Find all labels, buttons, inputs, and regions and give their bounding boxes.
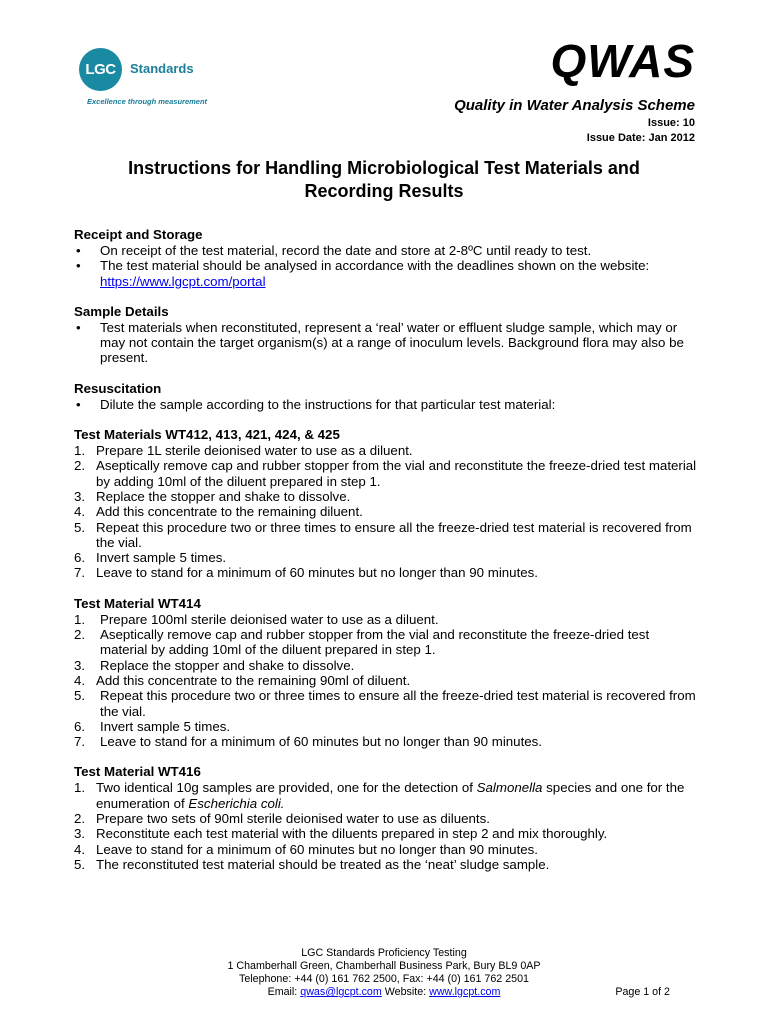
section-heading: Test Material WT414 [74,595,201,611]
footer-phone: Telephone: +44 (0) 161 762 2500, Fax: +44 (0) 161 762 2501 [239,973,529,985]
list-item: • Dilute the sample according to the instructions for that particular test material: [74,397,699,412]
spacer [74,412,699,426]
section-sample-details [74,303,699,366]
list-item: 3. Replace the stopper and shake to dissolve. [74,488,351,504]
section-heading: Sample Details [74,303,169,319]
issue-date: Issue Date: Jan 2012 [586,132,695,144]
organism-salmonella: Salmonella [476,780,543,796]
section-wt414 [74,595,699,750]
section-heading: Receipt and Storage [74,227,203,242]
title-line-2: Recording Results [304,181,464,201]
list-item: 7. Leave to stand for a minimum of 60 minutes but no longer than 90 minutes. [74,734,543,750]
list-item: 4. Add this concentrate to the remaining diluent. [74,504,363,520]
section-receipt [74,226,699,289]
list-item [74,258,699,289]
issue-number: Issue: 10 [647,117,695,129]
section-heading: Test Materials WT412, 413, 421, 424, & 425 [74,427,340,443]
scheme-name: Quality in Water Analysis Scheme [454,97,695,114]
logo-word: Standards [130,61,194,76]
bullet-list [74,397,699,412]
list-item: 3. Replace the stopper and shake to dissolve. [74,657,355,673]
list-item: 7. Leave to stand for a minimum of 60 minutes but no longer than 90 minutes. [74,565,539,581]
list-item: 5. Repeat this procedure two or three times to ensure all the freeze-dried test material is recovered from the vial. [74,519,692,550]
section-heading: Resuscitation [74,380,162,396]
list-item: • On receipt of the test material, record the date and store at 2-8ºC until ready to test. [74,243,699,258]
list-item-text: The test material should be analysed in accordance with the deadlines shown on the website: [100,258,650,274]
list-item: 2. Prepare two sets of 90ml sterile deionised water to use as diluents. [74,811,490,827]
bullet-list [74,320,699,366]
organism-ecoli: Escherichia coli. [188,795,285,811]
footer-contact: Email: qwas@lgcpt.com Website: www.lgcpt.com [267,986,501,998]
list-item: 1. Prepare 1L sterile deionised water to use as a diluent. [74,443,413,459]
section-wt416 [74,763,699,872]
list-item: 1. Two identical 10g samples are provided, one for the detection of Salmonella species and one for the enumeration of Escherichia coli. [74,780,685,811]
document-body [74,226,699,872]
list-item: 2. Aseptically remove cap and rubber stopper from the vial and reconstitute the freeze-dried test material by adding 10ml of the diluent prepared in step 1. [74,458,697,489]
list-item: 5. The reconstituted test material should be treated as the ‘neat’ sludge sample. [74,856,550,872]
list-item: 5. Repeat this procedure two or three times to ensure all the freeze-dried test material is recovered from the vial. [74,688,696,719]
list-item: 4. Leave to stand for a minimum of 60 minutes but no longer than 90 minutes. [74,841,539,857]
list-item: 4. Add this concentrate to the remaining 90ml of diluent. [74,672,411,688]
list-item: 6. Invert sample 5 times. [74,718,231,734]
email-link[interactable]: qwas@lgcpt.com [300,986,382,998]
bullet-list [74,243,699,289]
section-wt412 [74,426,699,581]
website-link[interactable]: www.lgcpt.com [429,986,501,998]
list-item: • Test materials when reconstituted, represent a ‘real’ water or effluent sludge sample, which may or may not contain the target organism(s) at a range of inoculum levels. Background flora may also be present. [74,320,699,366]
numbered-list [74,443,699,581]
numbered-list [74,612,699,750]
section-resuscitation [74,380,699,412]
footer-org: LGC Standards Proficiency Testing [301,947,467,959]
numbered-list [74,780,699,872]
spacer [74,581,699,595]
lgc-logo [79,48,122,91]
page-number: Page 1 of 2 [615,986,670,998]
list-item: 1. Prepare 100ml sterile deionised water to use as a diluent. [74,611,439,627]
list-item: 2. Aseptically remove cap and rubber stopper from the vial and reconstitute the freeze-dried test material by adding 10ml of the diluent prepared in step 1. [74,627,650,658]
spacer [74,289,699,303]
footer-address: 1 Chamberhall Green, Chamberhall Business Park, Bury BL9 0AP [227,960,541,972]
section-heading: Test Material WT416 [74,764,201,780]
logo-tagline: Excellence through measurement [87,97,208,106]
portal-link[interactable]: https://www.lgcpt.com/portal [100,273,266,289]
list-item: 6. Invert sample 5 times. [74,550,227,566]
page-title [74,157,694,203]
logo-text: LGC [85,61,116,78]
brand-title: QWAS [550,35,695,87]
spacer [74,749,699,763]
spacer [74,366,699,380]
list-item: 3. Reconstitute each test material with the diluents prepared in step 2 and mix thoroughly. [74,826,608,842]
title-line-1: Instructions for Handling Microbiological Test Materials and [128,158,640,178]
